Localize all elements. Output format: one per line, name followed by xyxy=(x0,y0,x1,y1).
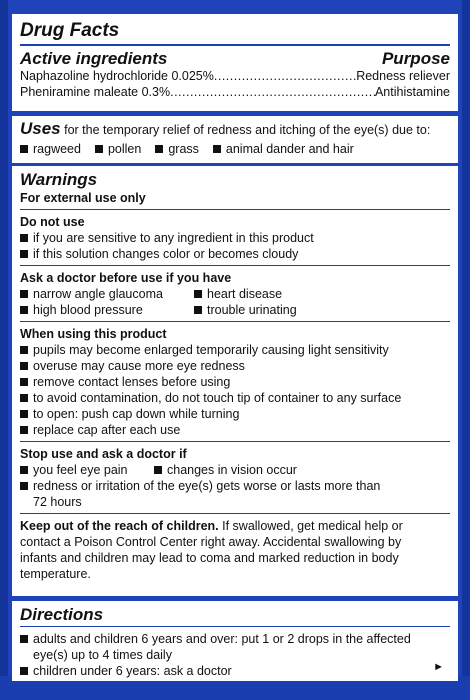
uses-item: animal dander and hair xyxy=(213,141,354,157)
ingredient-row: Pheniramine maleate 0.3% ..... Antihistamine xyxy=(12,84,458,100)
ingredient-row: Naphazoline hydrochloride 0.025% ..... Redness reliever xyxy=(12,68,458,84)
warning-item: changes in vision occur xyxy=(154,462,297,478)
warning-item: replace cap after each use xyxy=(12,422,458,438)
uses-text: for the temporary relief of redness and itching of the eye(s) due to: xyxy=(64,123,431,137)
warning-item: redness or irritation of the eye(s) gets worse or lasts more than 72 hours xyxy=(12,478,458,510)
warning-item: overuse may cause more eye redness xyxy=(12,358,458,374)
uses-heading: Uses xyxy=(20,119,61,138)
warning-item: remove contact lenses before using xyxy=(12,374,458,390)
purpose-heading: Purpose xyxy=(381,49,450,68)
warning-item: trouble urinating xyxy=(194,302,297,318)
uses-item: ragweed xyxy=(20,141,81,157)
uses-panel xyxy=(12,116,458,163)
keep-out-paragraph: Keep out of the reach of children. If swallowed, get medical help or contact a Poison Control Center right away. Accidental swallowing by infants and children may lead to coma and marked reduction in body temperature. xyxy=(20,519,403,581)
do-not-use-heading: Do not use xyxy=(20,215,85,229)
warning-item: you feel eye pain xyxy=(20,462,154,478)
directions-item: adults and children 6 years and over: put 1 or 2 drops in the affected eye(s) up to 4 times daily xyxy=(12,631,458,663)
warning-item: if you are sensitive to any ingredient in this product xyxy=(12,230,458,246)
uses-item: pollen xyxy=(95,141,141,157)
right-edge xyxy=(462,0,470,700)
drug-facts-title: Drug Facts xyxy=(20,20,120,41)
warnings-heading: Warnings xyxy=(20,170,98,189)
stop-use-heading: Stop use and ask a doctor if xyxy=(20,447,187,461)
active-ingredients-panel xyxy=(12,14,458,111)
warning-item: pupils may become enlarged temporarily causing light sensitivity xyxy=(12,342,458,358)
warning-item: narrow angle glaucoma xyxy=(20,286,194,302)
warnings-panel xyxy=(12,166,458,596)
warning-item: heart disease xyxy=(194,286,282,302)
directions-panel xyxy=(12,601,458,681)
active-header xyxy=(12,49,458,68)
continue-arrow-icon: ► xyxy=(433,661,444,673)
left-edge xyxy=(0,0,8,700)
warning-item: if this solution changes color or becomes cloudy xyxy=(12,246,458,262)
warning-item: to open: push cap down while turning xyxy=(12,406,458,422)
warning-item: to avoid contamination, do not touch tip of container to any surface xyxy=(12,390,458,406)
when-using-heading: When using this product xyxy=(20,327,167,341)
external-use-text: For external use only xyxy=(20,191,146,205)
ask-doctor-heading: Ask a doctor before use if you have xyxy=(20,271,232,285)
active-ingredients-heading: Active ingredients xyxy=(20,49,168,68)
uses-item: grass xyxy=(155,141,199,157)
directions-item: children under 6 years: ask a doctor xyxy=(12,663,458,679)
directions-heading: Directions xyxy=(20,605,104,624)
warning-item: high blood pressure xyxy=(20,302,194,318)
